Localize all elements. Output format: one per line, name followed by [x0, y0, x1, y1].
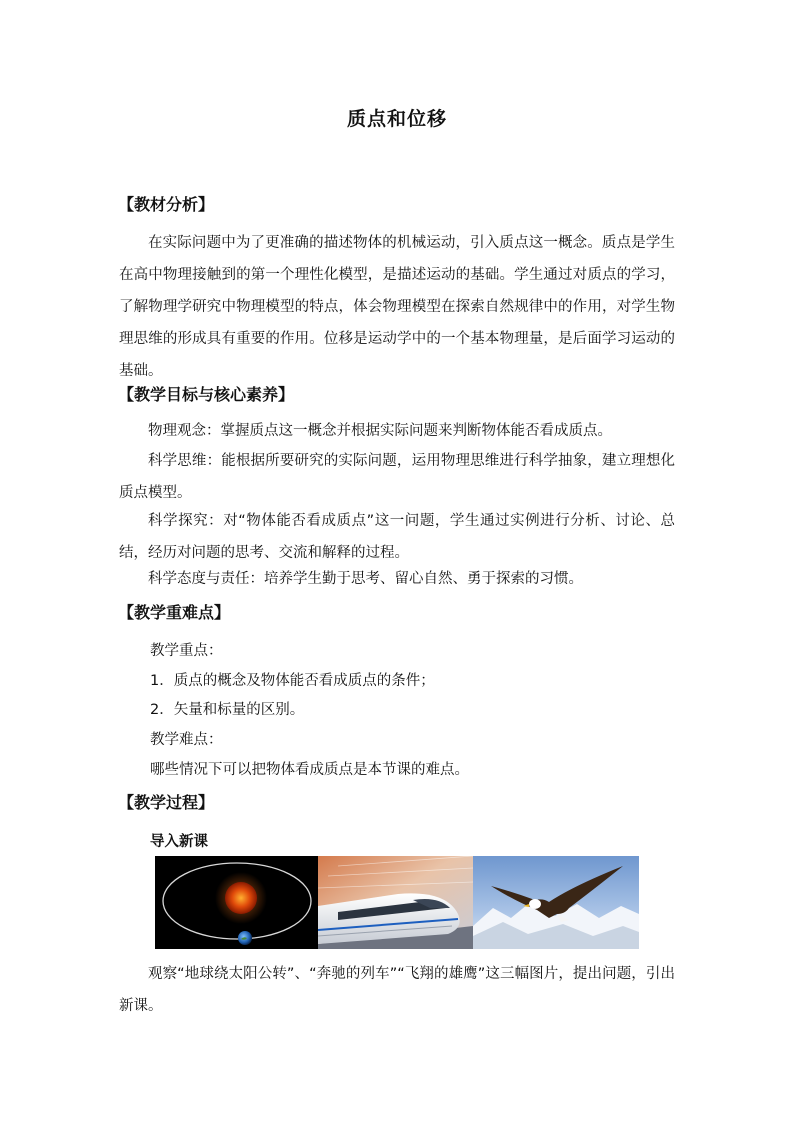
section-heading-goals: 【教学目标与核心素养】	[118, 385, 295, 404]
process-paragraph: 观察“地球绕太阳公转”、“奔驰的列车”“飞翔的雄鹰”这三幅图片，提出问题，引出新课。	[119, 966, 675, 1014]
section-heading-keypoints: 【教学重难点】	[118, 603, 231, 622]
intro-images	[155, 856, 639, 949]
goal-item: 物理观念：掌握质点这一概念并根据实际问题来判断物体能否看成质点。	[148, 423, 612, 439]
goal-item: 科学态度与责任：培养学生勤于思考、留心自然、勇于探索的习惯。	[148, 571, 583, 587]
flying-eagle-image	[473, 856, 639, 949]
process-subheading: 导入新课	[150, 834, 208, 850]
section-heading-analysis: 【教材分析】	[118, 195, 215, 214]
keypoint-line: 哪些情况下可以把物体看成质点是本节课的难点。	[150, 762, 469, 778]
earth-orbit-sun-image	[155, 856, 318, 949]
keypoint-line: 教学难点：	[150, 732, 223, 748]
goal-item: 科学思维：能根据所要研究的实际问题，运用物理思维进行科学抽象，建立理想化质点模型。	[119, 453, 675, 501]
analysis-paragraph: 在实际问题中为了更准确的描述物体的机械运动，引入质点这一概念。质点是学生在高中物理接触到的第一个理性化模型，是描述运动的基础。学生通过对质点的学习，了解物理学研究中物理模型的特点，体会物理模型在探索自然规律中的作用，对学生物理思维的形成具有重要的作用。位移是运动学中的一个基本物理量，是后面学习运动的基础。	[119, 235, 675, 379]
page-title: 质点和位移	[346, 108, 447, 130]
keypoint-line: 2．矢量和标量的区别。	[150, 702, 305, 718]
keypoint-line: 教学重点：	[150, 643, 223, 659]
high-speed-train-image	[318, 856, 473, 949]
goal-item: 科学探究：对“物体能否看成质点”这一问题，学生通过实例进行分析、讨论、总结，经历对问题的思考、交流和解释的过程。	[119, 513, 675, 561]
section-heading-process: 【教学过程】	[118, 793, 215, 812]
keypoint-line: 1．质点的概念及物体能否看成质点的条件；	[150, 673, 435, 689]
